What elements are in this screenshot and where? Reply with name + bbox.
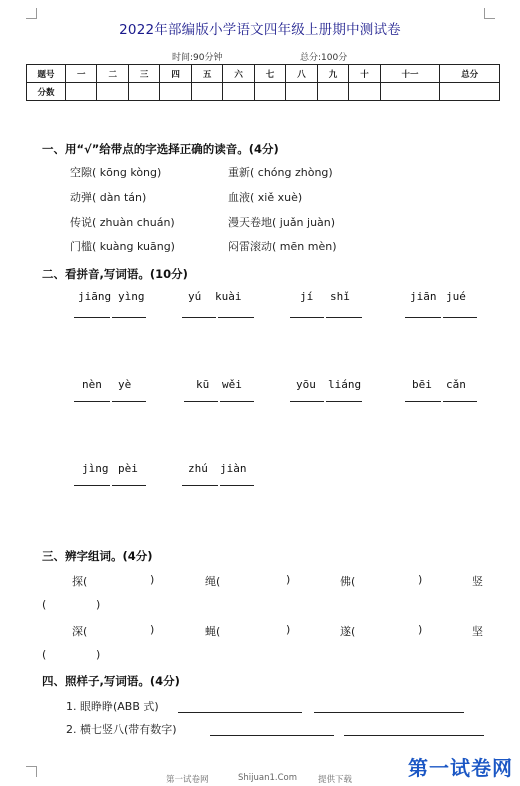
answer-blank[interactable]: [74, 400, 110, 402]
paren-open: (: [42, 598, 47, 611]
pinyin-syllable: kuài: [215, 290, 242, 303]
answer-blank[interactable]: [74, 484, 110, 486]
paren-open: (: [42, 648, 47, 661]
pinyin-syllable: pèi: [118, 462, 138, 475]
score-row-label: 分数: [27, 83, 66, 101]
exam-time: 时间:90分钟: [172, 53, 223, 63]
score-cell[interactable]: [317, 83, 348, 101]
answer-blank[interactable]: [210, 734, 334, 736]
answer-blank[interactable]: [290, 316, 324, 318]
pinyin-syllable: yōu: [296, 378, 316, 391]
section-4-heading: 四、照样子,写词语。(4分): [42, 674, 180, 688]
score-header-cell: 十: [349, 65, 380, 83]
answer-blank[interactable]: [344, 734, 484, 736]
footer-download-text: 提供下载: [318, 775, 353, 785]
score-cell[interactable]: [286, 83, 317, 101]
char-prompt: 遂(: [340, 625, 356, 638]
score-header-cell: 总分: [440, 65, 500, 83]
answer-blank[interactable]: [326, 316, 362, 318]
paren-close: ): [418, 623, 423, 636]
pattern-item: 2. 横七竖八(带有数字): [66, 723, 177, 736]
char-prompt: 探(: [72, 575, 88, 588]
answer-blank[interactable]: [112, 400, 146, 402]
pinyin-syllable: jiàn: [220, 462, 247, 475]
score-cell[interactable]: [349, 83, 380, 101]
score-header-cell: 二: [97, 65, 128, 83]
pinyin-syllable: jiāng: [78, 290, 112, 303]
pronunciation-item[interactable]: 门槛( kuàng kuāng): [70, 240, 175, 253]
score-header-cell: 四: [160, 65, 191, 83]
pinyin-syllable: jí: [300, 290, 314, 303]
section-1-heading: 一、用“√”给带点的字选择正确的读音。(4分): [42, 142, 279, 156]
pinyin-syllable: wěi: [222, 378, 242, 391]
char-prompt: 佛(: [340, 575, 356, 588]
paren-close: ): [150, 573, 155, 586]
pinyin-syllable: shǐ: [330, 290, 350, 303]
score-table: [26, 64, 500, 101]
corner-mark: [26, 766, 37, 777]
answer-blank[interactable]: [326, 400, 362, 402]
pinyin-syllable: kū: [196, 378, 210, 391]
answer-blank[interactable]: [182, 484, 218, 486]
score-cell[interactable]: [128, 83, 159, 101]
answer-blank[interactable]: [220, 400, 254, 402]
char-prompt: 绳(: [205, 575, 221, 588]
score-cell[interactable]: [160, 83, 191, 101]
score-header-cell: 五: [191, 65, 222, 83]
pinyin-syllable: yìng: [118, 290, 145, 303]
score-header-cell: 三: [128, 65, 159, 83]
pronunciation-item[interactable]: 血液( xiě xuè): [228, 191, 303, 204]
pinyin-syllable: jìng: [82, 462, 109, 475]
page-title: 2022年部编版小学语文四年级上册期中测试卷: [119, 22, 401, 38]
answer-blank[interactable]: [74, 316, 110, 318]
footer-site-name: 第一试卷网: [166, 775, 209, 785]
answer-blank[interactable]: [443, 316, 477, 318]
section-2-heading: 二、看拼音,写词语。(10分): [42, 267, 188, 281]
score-cell[interactable]: [66, 83, 97, 101]
pinyin-syllable: yú: [188, 290, 202, 303]
brand-logo: 第一试卷网: [408, 756, 513, 780]
paren-close: ): [286, 573, 291, 586]
pinyin-syllable: yè: [118, 378, 132, 391]
pronunciation-item[interactable]: 漫天卷地( juǎn juàn): [228, 216, 336, 229]
pinyin-syllable: bēi: [412, 378, 432, 391]
answer-blank[interactable]: [220, 484, 254, 486]
pronunciation-item[interactable]: 重新( chóng zhòng): [228, 166, 333, 179]
footer-site-url[interactable]: Shijuan1.Com: [238, 773, 298, 783]
answer-blank[interactable]: [443, 400, 477, 402]
score-cell[interactable]: [440, 83, 500, 101]
char-prompt: 深(: [72, 625, 88, 638]
exam-total-score: 总分:100分: [300, 53, 348, 63]
score-cell[interactable]: [97, 83, 128, 101]
pinyin-syllable: liáng: [328, 378, 362, 391]
score-cell[interactable]: [191, 83, 222, 101]
score-cell[interactable]: [380, 83, 440, 101]
pronunciation-item[interactable]: 空隙( kōng kòng): [70, 166, 162, 179]
score-header-cell: 一: [66, 65, 97, 83]
answer-blank[interactable]: [405, 400, 441, 402]
score-header-cell: 八: [286, 65, 317, 83]
score-header-cell: 六: [223, 65, 254, 83]
pattern-item: 1. 眼睁睁(ABB 式): [66, 700, 159, 713]
answer-blank[interactable]: [112, 316, 146, 318]
answer-blank[interactable]: [182, 316, 216, 318]
pinyin-syllable: zhú: [188, 462, 208, 475]
pinyin-syllable: jué: [446, 290, 466, 303]
score-header-cell: 十一: [380, 65, 440, 83]
char-prompt: 坚: [472, 625, 483, 638]
answer-blank[interactable]: [314, 711, 464, 713]
char-prompt: 竖: [472, 575, 483, 588]
answer-blank[interactable]: [290, 400, 324, 402]
pronunciation-item[interactable]: 动弹( dàn tán): [70, 191, 147, 204]
paren-close: ): [96, 598, 101, 611]
pronunciation-item[interactable]: 传说( zhuàn chuán): [70, 216, 175, 229]
answer-blank[interactable]: [112, 484, 146, 486]
answer-blank[interactable]: [218, 316, 254, 318]
score-header-cell: 九: [317, 65, 348, 83]
pinyin-syllable: nèn: [82, 378, 102, 391]
paren-close: ): [150, 623, 155, 636]
paren-close: ): [96, 648, 101, 661]
answer-blank[interactable]: [178, 711, 302, 713]
paren-close: ): [286, 623, 291, 636]
score-cell[interactable]: [223, 83, 254, 101]
score-header-cell: 题号: [27, 65, 66, 83]
section-3-heading: 三、辨字组词。(4分): [42, 549, 153, 563]
score-table-score-row: [27, 83, 500, 101]
score-cell[interactable]: [254, 83, 285, 101]
answer-blank[interactable]: [184, 400, 218, 402]
pinyin-syllable: jiān: [410, 290, 437, 303]
score-header-cell: 七: [254, 65, 285, 83]
paren-close: ): [418, 573, 423, 586]
pronunciation-item[interactable]: 闷雷滚动( mēn mèn): [228, 240, 337, 253]
score-table-header-row: [27, 65, 500, 83]
answer-blank[interactable]: [405, 316, 441, 318]
pinyin-syllable: cǎn: [446, 378, 466, 391]
char-prompt: 蝇(: [205, 625, 221, 638]
